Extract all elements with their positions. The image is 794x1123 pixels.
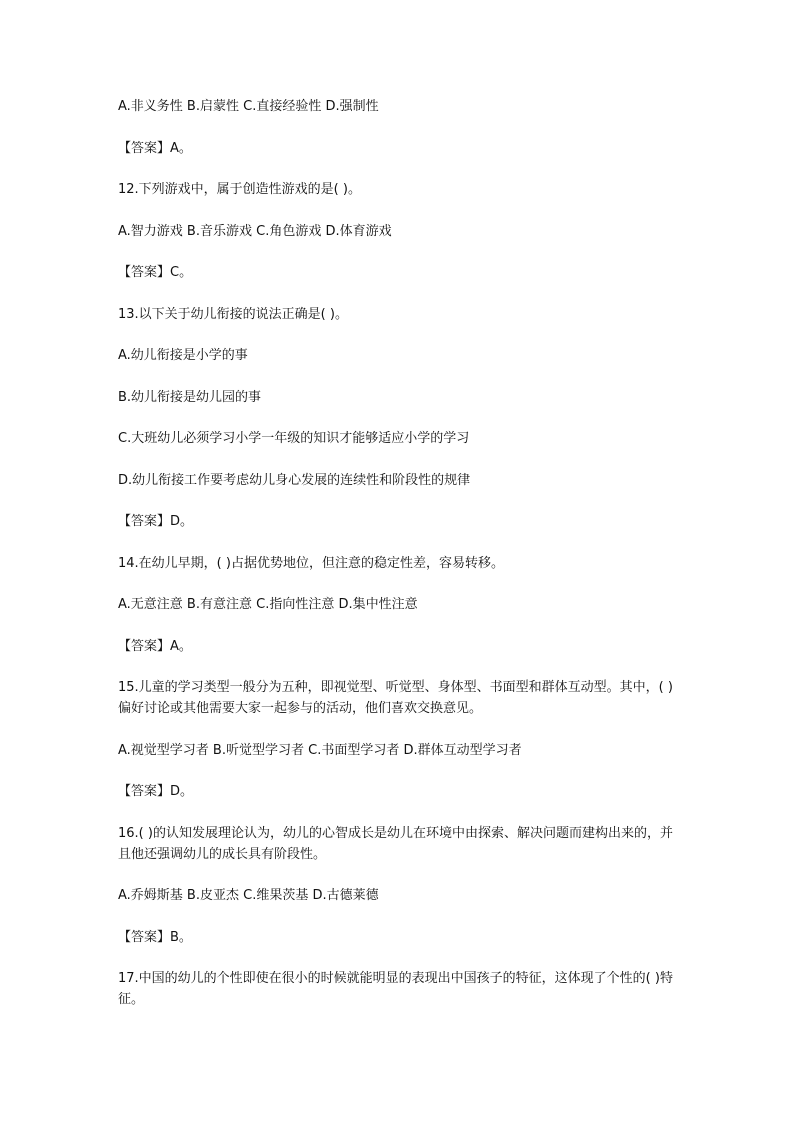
q13-question: 13.以下关于幼儿衔接的说法正确是( )。 xyxy=(118,306,348,322)
q13-option-d: D.幼儿衔接工作要考虑幼儿身心发展的连续性和阶段性的规律 xyxy=(118,472,471,488)
q13-option-b: B.幼儿衔接是幼儿园的事 xyxy=(118,389,262,405)
q11-answer: 【答案】A。 xyxy=(118,140,192,156)
q16-answer: 【答案】B。 xyxy=(118,929,192,945)
q15-question: 15.儿童的学习类型一般分为五种，即视觉型、听觉型、身体型、书面型和群体互动型。其中，( )偏好讨论或其他需要大家一起参与的活动，他们喜欢交换意见。 xyxy=(118,680,673,716)
q13-option-a: A.幼儿衔接是小学的事 xyxy=(118,348,248,363)
q13-answer: 【答案】D。 xyxy=(118,514,194,529)
q12-answer: 【答案】C。 xyxy=(118,265,193,280)
q14-answer: 【答案】A。 xyxy=(118,638,192,654)
q14-options: A.无意注意 B.有意注意 C.指向性注意 D.集中性注意 xyxy=(118,597,418,612)
q13-option-c: C.大班幼儿必须学习小学一年级的知识才能够适应小学的学习 xyxy=(118,431,470,446)
q12-options: A.智力游戏 B.音乐游戏 C.角色游戏 D.体育游戏 xyxy=(118,223,392,239)
q16-options: A.乔姆斯基 B.皮亚杰 C.维果茨基 D.古德莱德 xyxy=(118,888,379,903)
q17-question: 17.中国的幼儿的个性即使在很小的时候就能明显的表现出中国孩子的特征，这体现了个性的( )特征。 xyxy=(118,971,673,1007)
q15-options: A.视觉型学习者 B.听觉型学习者 C.书面型学习者 D.群体互动型学习者 xyxy=(118,742,522,758)
q14-question: 14.在幼儿早期，( )占据优势地位，但注意的稳定性差，容易转移。 xyxy=(118,555,504,571)
q11-options: A.非义务性 B.启蒙性 C.直接经验性 D.强制性 xyxy=(118,99,379,114)
q12-question: 12.下列游戏中，属于创造性游戏的是( )。 xyxy=(118,182,361,197)
q15-answer: 【答案】D。 xyxy=(118,784,194,799)
q16-question: 16.( )的认知发展理论认为，幼儿的心智成长是幼儿在环境中由探索、解决问题而建构出来的，并且他还强调幼儿的成长具有阶段性。 xyxy=(118,825,673,862)
document-page xyxy=(118,96,683,1010)
